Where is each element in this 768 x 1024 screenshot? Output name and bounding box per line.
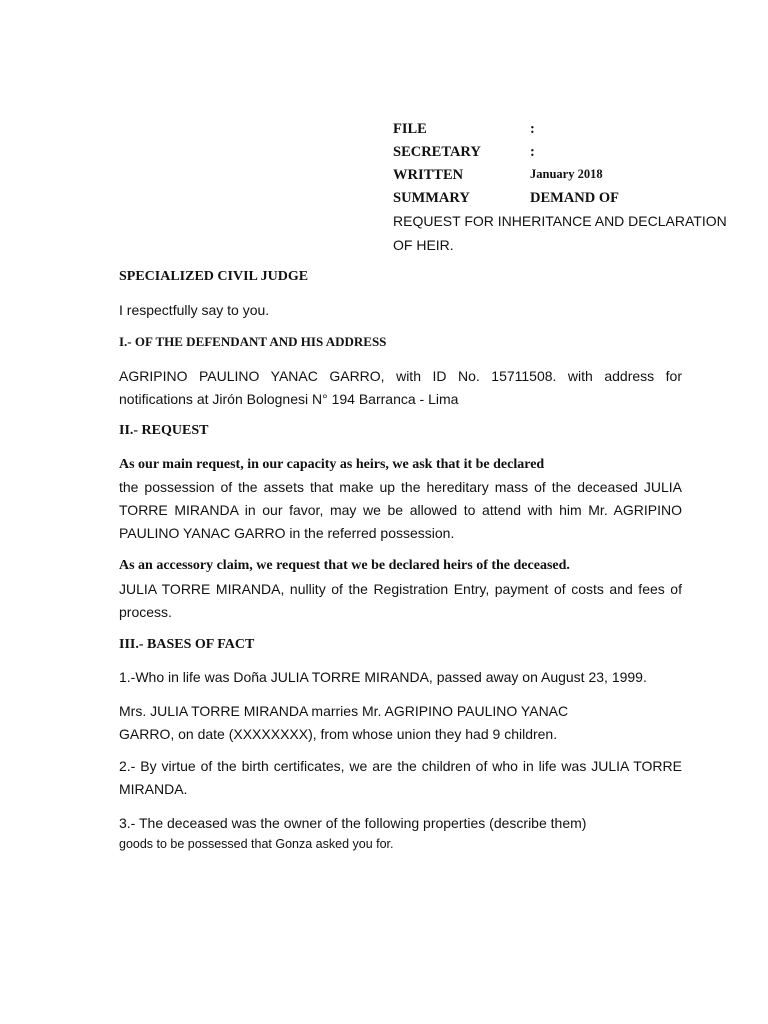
- greeting: I respectfully say to you.: [119, 302, 270, 318]
- written-value: January 2018: [530, 167, 603, 181]
- summary-label: SUMMARY: [393, 190, 470, 206]
- section-3-heading: III.- BASES OF FACT: [119, 637, 255, 652]
- summary-line-1: REQUEST FOR INHERITANCE AND DECLARATION: [393, 213, 727, 229]
- section-2-heading: II.- REQUEST: [119, 423, 209, 438]
- secretary-label: SECRETARY: [393, 144, 481, 160]
- section-1-heading: I.- OF THE DEFENDANT AND HIS ADDRESS: [119, 334, 387, 349]
- fact-1b-line-2: GARRO, on date (XXXXXXXX), from whose union they had 9 children.: [119, 726, 558, 742]
- addressee: SPECIALIZED CIVIL JUDGE: [119, 269, 309, 284]
- summary-value: DEMAND OF: [530, 190, 620, 206]
- fact-3: 3.- The deceased was the owner of the following properties (describe them): [119, 815, 587, 831]
- secretary-colon: :: [530, 144, 535, 160]
- main-request-text: the possession of the assets that make up the hereditary mass of the deceased JULIA TORRE MIRANDA in our favor, may we be allowed to attend with him Mr. AGRIPINO PAULINO YANAC GARRO in the referred possession.: [119, 479, 682, 541]
- summary-line-2: OF HEIR.: [393, 237, 454, 253]
- fact-1b-line-1: Mrs. JULIA TORRE MIRANDA marries Mr. AGRIPINO PAULINO YANAC: [119, 703, 569, 719]
- section-1-text: AGRIPINO PAULINO YANAC GARRO, with ID No. 15711508. with address for notifications at Jirón Bolognesi N° 194 Barranca - Lima: [119, 368, 682, 407]
- file-colon: :: [530, 121, 535, 137]
- file-label: FILE: [393, 121, 427, 137]
- accessory-claim-lead: As an accessory claim, we request that we be declared heirs of the deceased.: [119, 558, 570, 573]
- written-label: WRITTEN: [393, 167, 464, 183]
- fact-3-note: goods to be possessed that Gonza asked you for.: [119, 837, 394, 851]
- main-request-lead: As our main request, in our capacity as heirs, we ask that it be declared: [119, 457, 545, 472]
- fact-1: 1.-Who in life was Doña JULIA TORRE MIRANDA, passed away on August 23, 1999.: [119, 669, 647, 685]
- accessory-claim-text: JULIA TORRE MIRANDA, nullity of the Registration Entry, payment of costs and fees of process.: [119, 581, 682, 620]
- fact-2: 2.- By virtue of the birth certificates, we are the children of who in life was JULIA TORRE MIRANDA.: [119, 758, 682, 797]
